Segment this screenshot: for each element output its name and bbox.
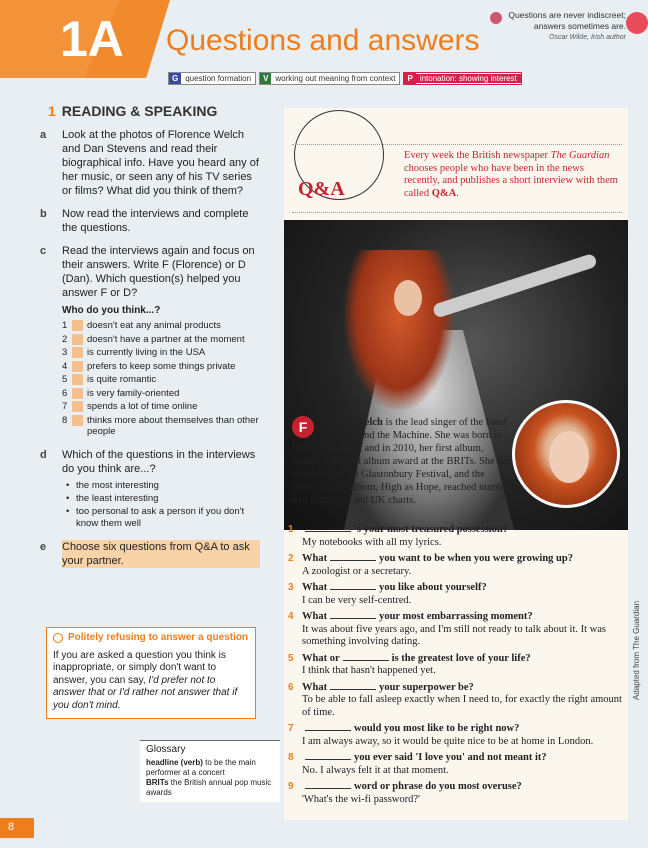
page-number: 8	[0, 818, 34, 838]
answer-box[interactable]	[72, 361, 83, 372]
answer-box[interactable]	[72, 401, 83, 412]
question-item: 5 What or is the greatest love of your life? I think that hasn't happened yet.	[288, 652, 531, 676]
list-item: 8 thinks more about themselves than other people	[62, 414, 259, 437]
list-item: 4 prefers to keep some things private	[62, 360, 236, 372]
article-intro: Every week the British newspaper The Guardian chooses people who have been in the news recently, and publishes a short interview with them called Q&A.	[404, 150, 618, 199]
list-item: 2 doesn't have a partner at the moment	[62, 333, 245, 345]
list-item: • too personal to ask a person if you don't know them well	[66, 506, 260, 530]
pronunciation-tag: P intonation: showing interest	[403, 72, 521, 85]
divider	[292, 212, 622, 213]
answer-blank[interactable]	[343, 660, 389, 661]
question-item: 2 What you want to be when you were growing up? A zoologist or a secretary.	[288, 553, 573, 577]
glossary-item: headline (verb) to be the main performer at a concert	[146, 758, 256, 777]
task-b: b Now read the interviews and complete the questions.	[40, 208, 249, 234]
answer-box[interactable]	[72, 347, 83, 358]
list-item: 3 is currently living in the USA	[62, 347, 206, 358]
question-item: 6 What your superpower be? To be able to fall asleep exactly when I need to, for exactly the right amount of time.	[288, 681, 622, 718]
tip-box	[46, 627, 256, 719]
answer-box[interactable]	[72, 388, 83, 399]
list-item: 1 doesn't eat any animal products	[62, 320, 221, 331]
answer-blank[interactable]	[330, 560, 376, 561]
who-heading: Who do you think...?	[62, 305, 161, 316]
list-item: • the least interesting	[66, 493, 260, 505]
question-item: 1 's your most treasured possession? My notebooks with all my lyrics.	[288, 524, 509, 548]
who-list	[62, 304, 260, 438]
answer-blank[interactable]	[330, 589, 376, 590]
divider	[292, 144, 622, 145]
portrait-photo	[512, 400, 620, 508]
quote-decoration-icon	[626, 12, 648, 34]
bio-paragraph: F lorence Welch is the lead singer of the band Florence and the Machine. She was born in London in 1986, and in 2010, her first album, Lungs, won best album award at the BRITs. She has headlined at the Glastonbury Festival, and the band's fourth album, High as Hope, reached number two in the US and UK charts.	[292, 417, 512, 506]
section-heading: 1 READING & SPEAKING	[48, 103, 218, 119]
question-item: 9 word or phrase do you most overuse? 'What's the wi-fi password?'	[288, 781, 522, 805]
task-d: d Which of the questions in the interviews do you think are...?	[40, 448, 256, 475]
quote-author: Oscar Wilde, Irish author	[549, 34, 626, 41]
question-item: 8 you ever said 'I love you' and not meant it? No. I always felt it at that moment.	[288, 752, 547, 776]
list-item: 6 is very family-oriented	[62, 387, 180, 399]
answer-blank[interactable]	[330, 618, 376, 619]
task-a: a Look at the photos of Florence Welch and Dan Stevens and read their biographical info. Have you heard any of her music, or seen any of his TV series or films? What did you think of them?	[40, 129, 259, 197]
answer-blank[interactable]	[305, 788, 351, 789]
tip-text: If you are asked a question you think is inappropriate, or simply don't want to answer, you can say, I'd prefer not to answer that or I'd rather not answer that if you don't mind.	[53, 649, 238, 711]
glossary-item: BRITs the British annual pop music awards	[146, 778, 272, 797]
answer-blank[interactable]	[305, 759, 351, 760]
list-item: 7 spends a lot of time online	[62, 401, 198, 412]
exercise-column	[40, 104, 260, 577]
quote-text: Questions are never indiscreet; answers sometimes are.	[508, 10, 626, 31]
tip-heading: Politely refusing to answer a question	[53, 632, 249, 645]
answer-box[interactable]	[72, 374, 83, 385]
magnifier-icon	[53, 633, 63, 643]
list-item: • the most interesting	[66, 480, 260, 492]
glossary-title: Glossary	[146, 744, 186, 755]
list-item: 5 is quite romantic	[62, 374, 157, 385]
task-e: e Choose six questions from Q&A to ask your partner.	[40, 540, 260, 568]
unit-number: 1A	[60, 11, 124, 67]
source-credit: Adapted from The Guardian	[632, 600, 641, 700]
glossary	[140, 740, 280, 802]
answer-blank[interactable]	[330, 689, 376, 690]
page-title: Questions and answers	[166, 24, 480, 57]
task-c: c Read the interviews again and focus on their answers. Write F (Florence) or D (Dan). Which question(s) helped you answer F or D?	[40, 245, 255, 299]
drop-cap: F	[292, 416, 314, 438]
answer-blank[interactable]	[305, 531, 351, 532]
lesson-focus-tags	[168, 72, 522, 85]
question-item: 4 What your most embarrassing moment? It was about five years ago, and I'm still not ready to talk about it. It was something involving dating.	[288, 611, 606, 647]
article-panel	[284, 108, 628, 820]
interview-questions	[288, 524, 624, 810]
qa-logo-text: Q&A	[298, 178, 345, 200]
grammar-tag: G question formation	[168, 72, 256, 85]
vocabulary-tag: V working out meaning from context	[259, 72, 400, 85]
question-item: 7 would you most like to be right now? I am always away, so it would be quite nice to be at home in London.	[288, 723, 594, 747]
answer-blank[interactable]	[305, 730, 351, 731]
answer-box[interactable]	[72, 334, 83, 345]
d-options	[66, 480, 260, 530]
answer-box[interactable]	[72, 415, 83, 426]
epigraph-quote	[486, 10, 626, 43]
answer-box[interactable]	[72, 320, 83, 331]
question-item: 3 What you like about yourself? I can be very self-centred.	[288, 582, 487, 606]
